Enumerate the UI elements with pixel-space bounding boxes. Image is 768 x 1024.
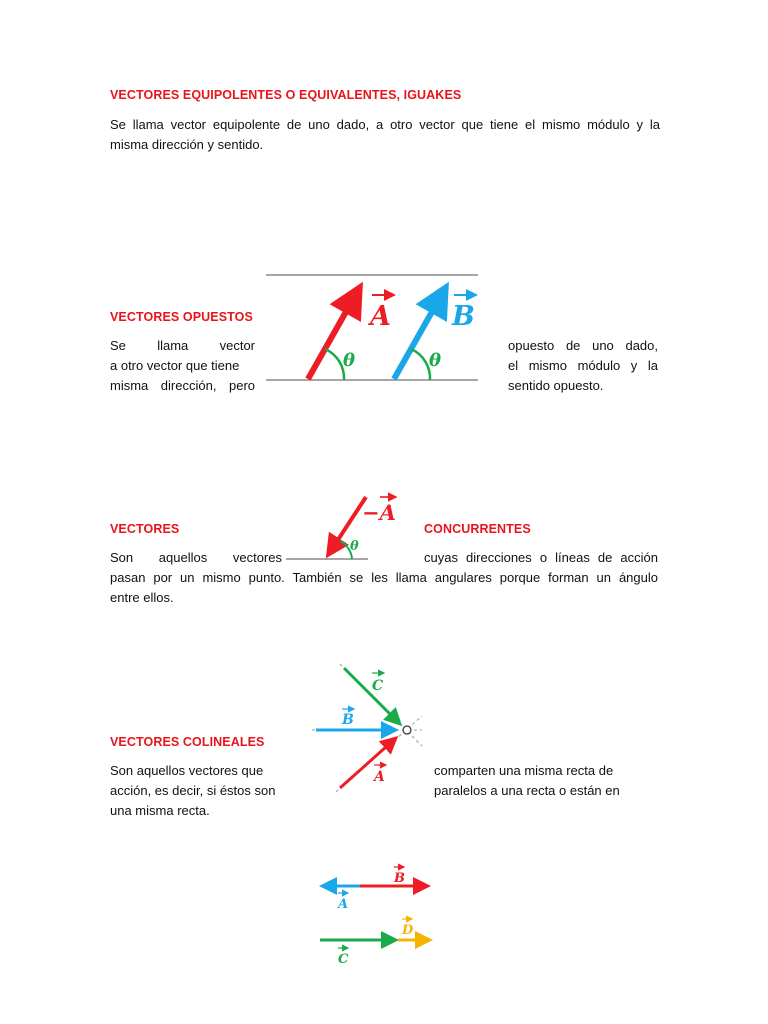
vector-d-label: D xyxy=(402,923,414,938)
text-line: comparten una misma recta de xyxy=(434,763,614,778)
figure-collinear-vectors xyxy=(312,860,438,970)
paragraph-colineales-right xyxy=(434,761,660,801)
heading-colineales: VECTORES COLINEALES xyxy=(110,735,265,749)
paragraph-colineales-left xyxy=(110,761,290,821)
text-line: el mismo módulo y la xyxy=(508,358,658,373)
figure-equipolent-vectors xyxy=(262,265,484,391)
heading-concurrentes-right: CONCURRENTES xyxy=(424,522,531,536)
text-line: paralelos a una recta o están en xyxy=(434,783,620,798)
vector-a-label: A xyxy=(370,301,391,332)
vector-c-label: C xyxy=(338,952,349,967)
paragraph-concurrentes xyxy=(110,568,658,608)
text-line: opuesto de uno dado, xyxy=(508,338,658,353)
text-line: misma dirección y sentido. xyxy=(110,137,264,152)
vector-c-label: C xyxy=(372,678,384,694)
vector-a-arrow xyxy=(340,738,396,788)
figure-opposite-vector xyxy=(282,485,412,565)
text-line: Son aquellos vectores que xyxy=(110,763,264,778)
vector-b-label: B xyxy=(342,712,354,728)
theta-label: θ xyxy=(350,539,359,554)
angle-arc-a xyxy=(325,349,344,380)
paragraph-equipolentes xyxy=(110,115,660,155)
vector-b-label: B xyxy=(394,871,405,886)
text-line: Son aquellos vectores xyxy=(110,550,282,565)
heading-concurrentes-left: VECTORES xyxy=(110,522,180,536)
heading-equipolentes: VECTORES EQUIPOLENTES O EQUIVALENTES, IGUAKES xyxy=(110,88,462,102)
text-line: Se llama vector equipolente de uno dado, a otro vector que tiene el mismo módulo y la xyxy=(110,117,660,132)
vector-a-label: A xyxy=(374,769,385,785)
vector-b-label: B xyxy=(452,301,475,332)
text-line: entre ellos. xyxy=(110,590,174,605)
text-line: pasan por un mismo punto. También se les llama angulares porque forman un ángulo xyxy=(110,570,658,585)
intersection-point xyxy=(403,726,411,734)
figure-concurrent-vectors xyxy=(306,660,426,796)
text-line: cuyas direcciones o líneas de acción xyxy=(424,550,658,565)
theta-label-b: θ xyxy=(429,350,442,371)
text-line: acción, es decir, si éstos son xyxy=(110,783,276,798)
heading-opuestos: VECTORES OPUESTOS xyxy=(110,310,253,324)
angle-arc-b xyxy=(411,349,430,380)
text-line: sentido opuesto. xyxy=(508,378,604,393)
vector-a-label: A xyxy=(338,897,349,912)
theta-label-a: θ xyxy=(343,350,356,371)
paragraph-opuestos-right xyxy=(508,336,658,396)
paragraph-opuestos-left xyxy=(110,336,255,396)
vector-neg-a-label: −A xyxy=(362,500,396,525)
text-line: misma dirección, pero xyxy=(110,378,255,393)
text-line: a otro vector que tiene xyxy=(110,358,240,373)
text-line: una misma recta. xyxy=(110,803,210,818)
text-line: Se llama vector xyxy=(110,338,255,353)
